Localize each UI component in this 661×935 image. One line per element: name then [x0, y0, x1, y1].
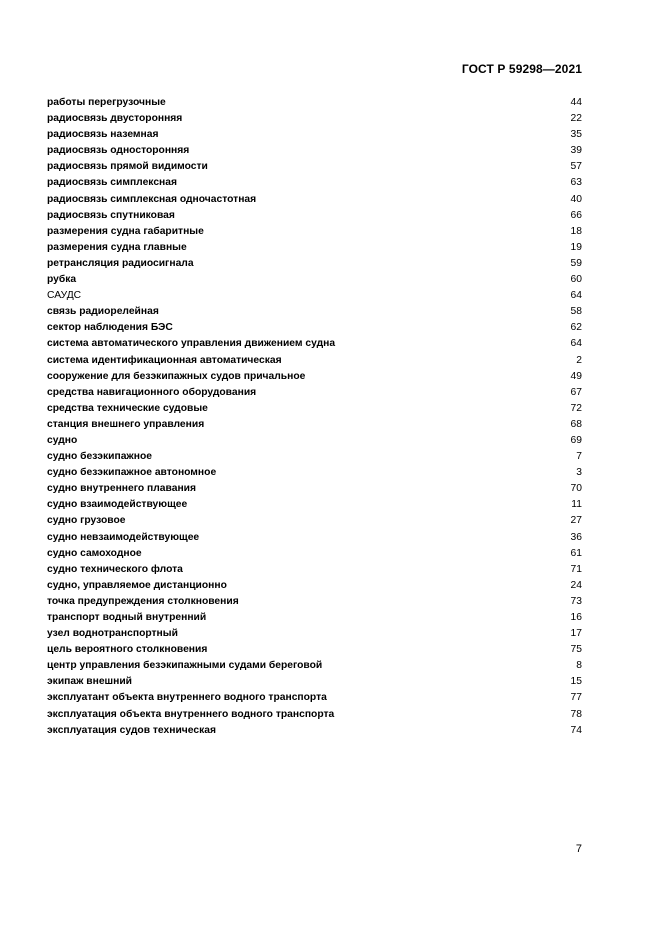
index-entry	[47, 465, 582, 481]
index-page-reference: 58	[570, 306, 582, 318]
index-entry	[47, 642, 582, 658]
index-term: радиосвязь спутниковая	[47, 209, 175, 221]
index-page-reference: 2	[576, 354, 582, 366]
index-page-reference: 63	[570, 177, 582, 189]
index-term: радиосвязь прямой видимости	[47, 161, 208, 173]
index-page-reference: 71	[570, 563, 582, 575]
index-entry	[47, 433, 582, 449]
index-term: эксплуатант объекта внутреннего водного транспорта	[47, 692, 327, 704]
index-term: точка предупреждения столкновения	[47, 595, 239, 607]
index-page-reference: 75	[570, 644, 582, 656]
index-entry	[47, 192, 582, 208]
index-term: система автоматического управления движением судна	[47, 338, 336, 350]
index-page-reference: 11	[571, 499, 582, 511]
index-page-reference: 69	[570, 434, 582, 446]
index-entry	[47, 111, 582, 127]
alphabetical-term-index	[47, 95, 582, 739]
index-term: сооружение для безэкипажных судов причальное	[47, 370, 306, 382]
index-term: судно безэкипажное автономное	[47, 467, 217, 479]
index-entry	[47, 240, 582, 256]
index-page-reference: 70	[570, 483, 582, 495]
index-term: станция внешнего управления	[47, 418, 205, 430]
index-page-reference: 66	[570, 209, 582, 221]
index-page-reference: 59	[570, 257, 582, 269]
index-page-reference: 8	[576, 660, 582, 672]
index-entry	[47, 481, 582, 497]
index-page-reference: 67	[570, 386, 582, 398]
index-term: центр управления безэкипажными судами береговой	[47, 660, 323, 672]
index-term: судно технического флота	[47, 563, 183, 575]
index-entry	[47, 143, 582, 159]
index-term: радиосвязь симплексная одночастотная	[47, 193, 257, 205]
page-number: 7	[575, 843, 582, 855]
index-entry	[47, 578, 582, 594]
index-term: транспорт водный внутренний	[47, 612, 207, 623]
index-term: радиосвязь односторонняя	[47, 145, 190, 157]
index-entry	[47, 369, 582, 385]
index-page-reference: 74	[570, 724, 582, 736]
index-term: ретрансляция радиосигнала	[47, 257, 194, 269]
index-term: судно самоходное	[47, 547, 142, 559]
index-entry	[47, 497, 582, 513]
index-entry	[47, 626, 582, 642]
index-term: радиосвязь двусторонняя	[47, 113, 183, 125]
index-entry	[47, 707, 582, 723]
index-term: судно грузовое	[47, 515, 126, 527]
index-term: радиосвязь симплексная	[47, 177, 177, 189]
index-entry	[47, 272, 582, 288]
index-term: судно внутреннего плавания	[47, 483, 196, 495]
index-entry	[47, 658, 582, 674]
index-term: средства технические судовые	[47, 402, 208, 414]
index-entry	[47, 610, 582, 626]
index-entry	[47, 449, 582, 465]
index-term: судно взаимодействующее	[47, 499, 188, 511]
index-page-reference: 7	[576, 451, 582, 463]
index-page-reference: 64	[570, 338, 582, 350]
index-entry	[47, 530, 582, 546]
index-entry	[47, 353, 582, 369]
index-term: сектор наблюдения БЭС	[47, 322, 173, 334]
index-page-reference: 61	[570, 547, 582, 559]
index-term: эксплуатация объекта внутреннего водного транспорта	[47, 708, 335, 720]
index-term: эксплуатация судов техническая	[47, 724, 216, 736]
index-entry	[47, 95, 582, 111]
index-page-reference: 19	[570, 241, 582, 253]
standard-code-header: ГОСТ Р 59298—2021	[461, 62, 582, 76]
index-page-reference: 64	[570, 290, 582, 302]
index-term: судно невзаимодействующее	[47, 531, 200, 543]
index-page-reference: 27	[570, 515, 582, 527]
index-page-reference: 39	[570, 145, 582, 157]
index-entry	[47, 401, 582, 417]
index-page-reference: 78	[570, 708, 582, 720]
index-term: система идентификационная автоматическая	[47, 354, 282, 366]
index-page-reference: 3	[576, 467, 582, 479]
index-page-reference: 15	[570, 676, 582, 688]
index-page-reference: 24	[570, 579, 582, 591]
index-page-reference: 77	[570, 692, 582, 704]
index-entry	[47, 723, 582, 739]
index-term: узел воднотранспортный	[47, 628, 178, 640]
index-term: средства навигационного оборудования	[47, 386, 257, 398]
index-page-reference: 40	[570, 193, 582, 205]
index-term: судно безэкипажное	[47, 451, 152, 463]
index-entry	[47, 417, 582, 433]
index-page-reference: 60	[570, 274, 582, 286]
index-page-reference: 36	[570, 531, 582, 543]
index-entry	[47, 336, 582, 352]
index-page-reference: 16	[570, 612, 582, 623]
index-page-reference: 73	[570, 595, 582, 607]
index-entry	[47, 385, 582, 401]
index-page-reference: 35	[570, 129, 582, 141]
index-page-reference: 17	[570, 628, 582, 640]
index-entry	[47, 127, 582, 143]
index-entry	[47, 224, 582, 240]
index-term: работы перегрузочные	[47, 97, 166, 108]
index-term: радиосвязь наземная	[47, 129, 159, 141]
index-term: экипаж внешний	[47, 676, 133, 688]
index-term: размерения судна габаритные	[47, 225, 204, 237]
index-page-reference: 57	[570, 161, 582, 173]
index-entry	[47, 674, 582, 690]
index-entry	[47, 304, 582, 320]
index-entry	[47, 320, 582, 336]
index-entry	[47, 594, 582, 610]
index-entry	[47, 513, 582, 529]
index-entry	[47, 690, 582, 706]
index-term: САУДС	[47, 290, 82, 302]
index-entry	[47, 562, 582, 578]
index-page-reference: 68	[570, 418, 582, 430]
index-entry	[47, 208, 582, 224]
index-entry	[47, 159, 582, 175]
index-page-reference: 22	[570, 113, 582, 125]
index-page-reference: 49	[570, 370, 582, 382]
index-entry	[47, 256, 582, 272]
index-entry	[47, 288, 582, 304]
index-entry	[47, 546, 582, 562]
index-page-reference: 62	[570, 322, 582, 334]
index-term: связь радиорелейная	[47, 306, 159, 318]
index-page-reference: 18	[570, 225, 582, 237]
index-term: судно	[47, 434, 78, 446]
index-term: цель вероятного столкновения	[47, 644, 208, 656]
index-page-reference: 44	[570, 97, 582, 108]
index-term: рубка	[47, 274, 77, 286]
index-term: судно, управляемое дистанционно	[47, 579, 227, 591]
index-entry	[47, 175, 582, 191]
index-page-reference: 72	[570, 402, 582, 414]
index-term: размерения судна главные	[47, 241, 187, 253]
